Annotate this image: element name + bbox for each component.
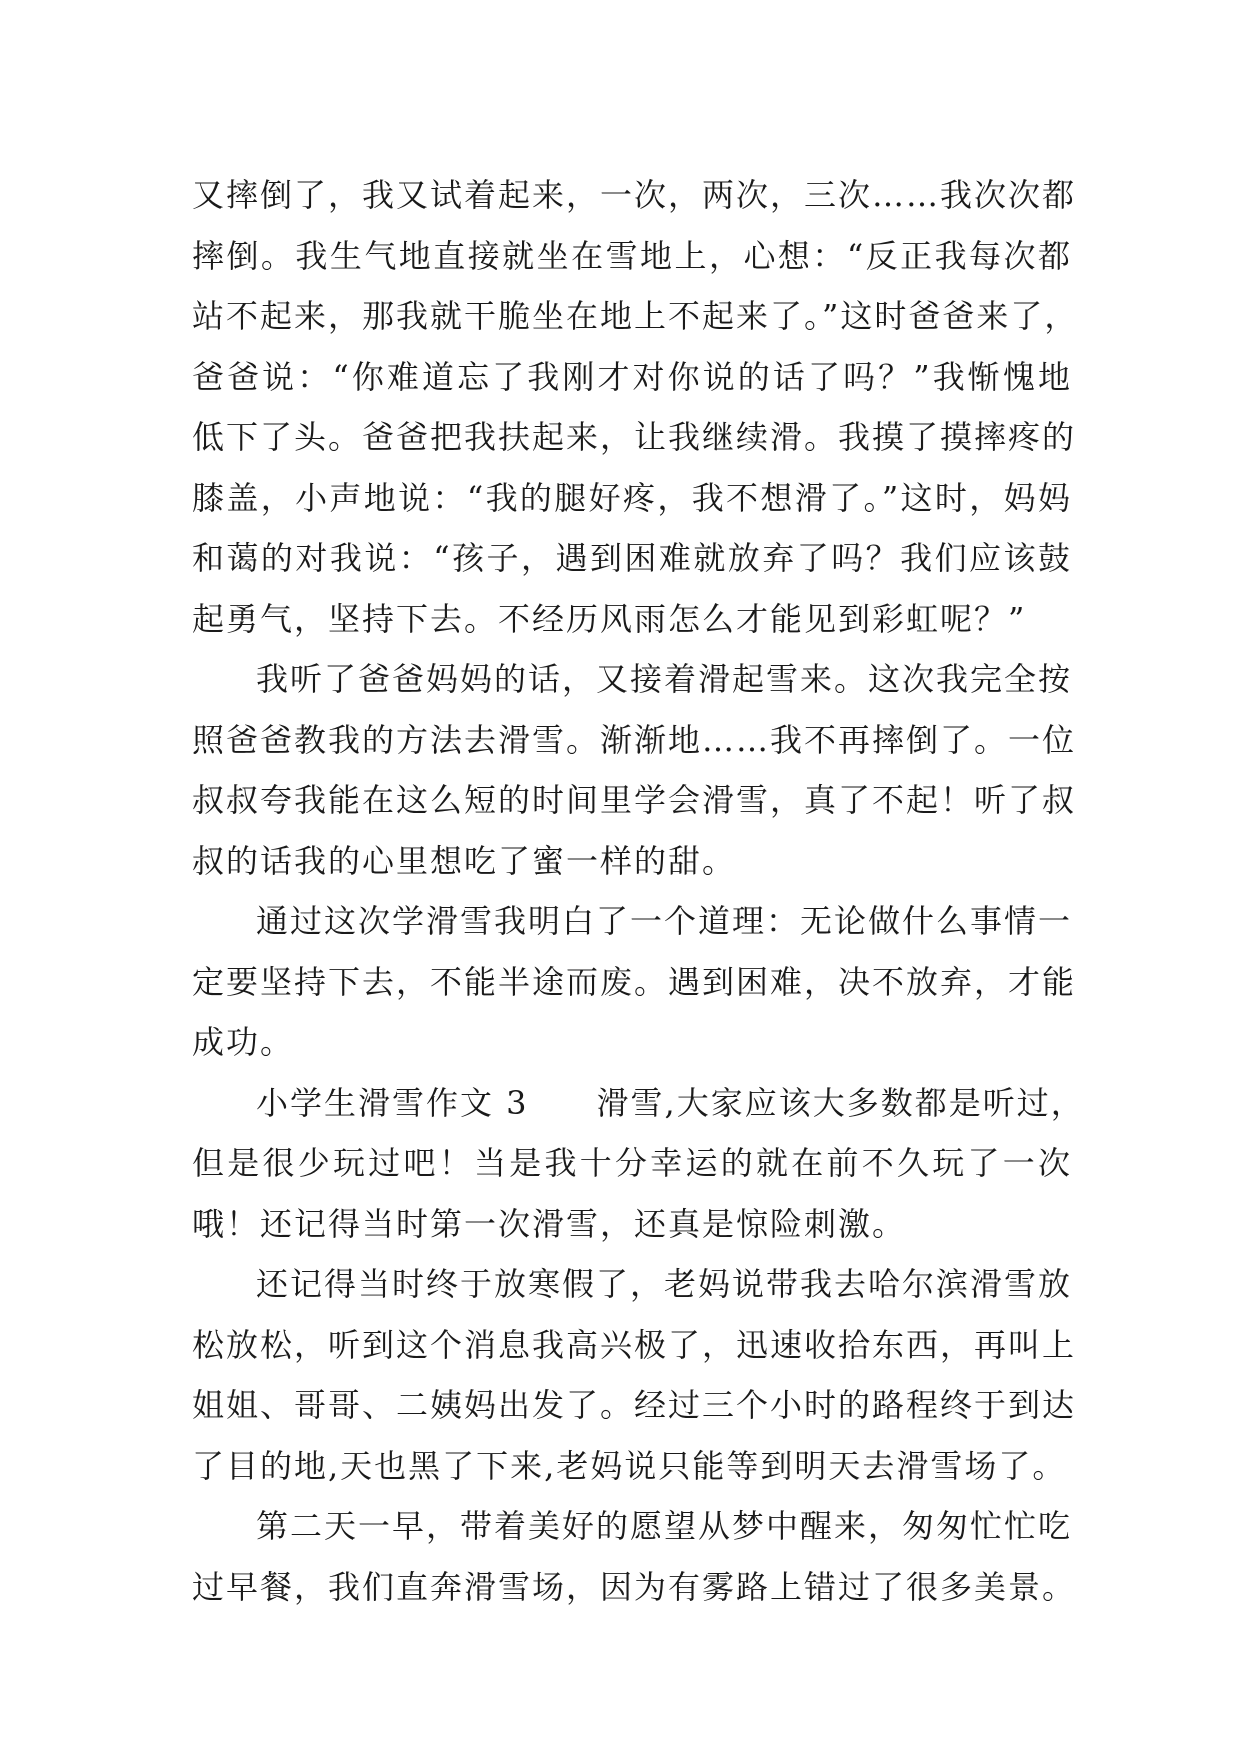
text-line: 定要坚持下去，不能半途而废。遇到困难，决不放弃，才能 <box>192 962 1077 1001</box>
text-line: 照爸爸教我的方法去滑雪。渐渐地……我不再摔倒了。一位 <box>192 720 1077 759</box>
text-line: 站不起来，那我就干脆坐在地上不起来了。”这时爸爸来了， <box>192 297 1079 335</box>
text-line: 第二天一早，带着美好的愿望从梦中醒来，匆匆忙忙吃 <box>256 1507 1073 1545</box>
text-line: 叔的话我的心里想吃了蜜一样的甜。 <box>192 841 737 880</box>
text-line: 了目的地,天也黑了下来,老妈说只能等到明天去滑雪场了。 <box>192 1446 1067 1485</box>
text-line: 爸爸说：“你难道忘了我刚才对你说的话了吗？”我惭愧地 <box>192 357 1072 396</box>
text-line: 松放松，听到这个消息我高兴极了，迅速收拾东西，再叫上 <box>192 1325 1077 1364</box>
text-line: 低下了头。爸爸把我扶起来，让我继续滑。我摸了摸摔疼的 <box>192 418 1077 456</box>
article-body <box>192 165 1085 1617</box>
text-line: 我听了爸爸妈妈的话，又接着滑起雪来。这次我完全按 <box>256 660 1073 698</box>
text-line: 和蔼的对我说：“孩子，遇到困难就放弃了吗？我们应该鼓 <box>192 539 1072 577</box>
text-line: 哦！还记得当时第一次滑雪，还真是惊险刺激。 <box>192 1204 907 1243</box>
text-line: 姐姐、哥哥、二姨妈出发了。经过三个小时的路程终于到达 <box>192 1386 1077 1424</box>
text-line: 起勇气，坚持下去。不经历风雨怎么才能见到彩虹呢？” <box>192 599 1027 638</box>
text-line: 摔倒。我生气地直接就坐在雪地上，心想：“反正我每次都 <box>192 236 1072 275</box>
text-line: 还记得当时终于放寒假了，老妈说带我去哈尔滨滑雪放 <box>256 1265 1073 1303</box>
text-line: 通过这次学滑雪我明白了一个道理：无论做什么事情一 <box>256 902 1073 940</box>
text-line: 又摔倒了，我又试着起来，一次，两次，三次……我次次都 <box>192 176 1077 214</box>
text-line: 叔叔夸我能在这么短的时间里学会滑雪，真了不起！听了叔 <box>192 781 1077 819</box>
text-line: 过早餐，我们直奔滑雪场，因为有雾路上错过了很多美景。 <box>192 1567 1077 1606</box>
text-line: 小学生滑雪作文 3 滑雪,大家应该大多数都是听过， <box>256 1083 1085 1122</box>
text-line: 成功。 <box>192 1023 295 1061</box>
text-line: 但是很少玩过吧！当是我十分幸运的就在前不久玩了一次 <box>192 1144 1072 1182</box>
text-line: 膝盖，小声地说：“我的腿好疼，我不想滑了。”这时，妈妈 <box>192 478 1072 517</box>
